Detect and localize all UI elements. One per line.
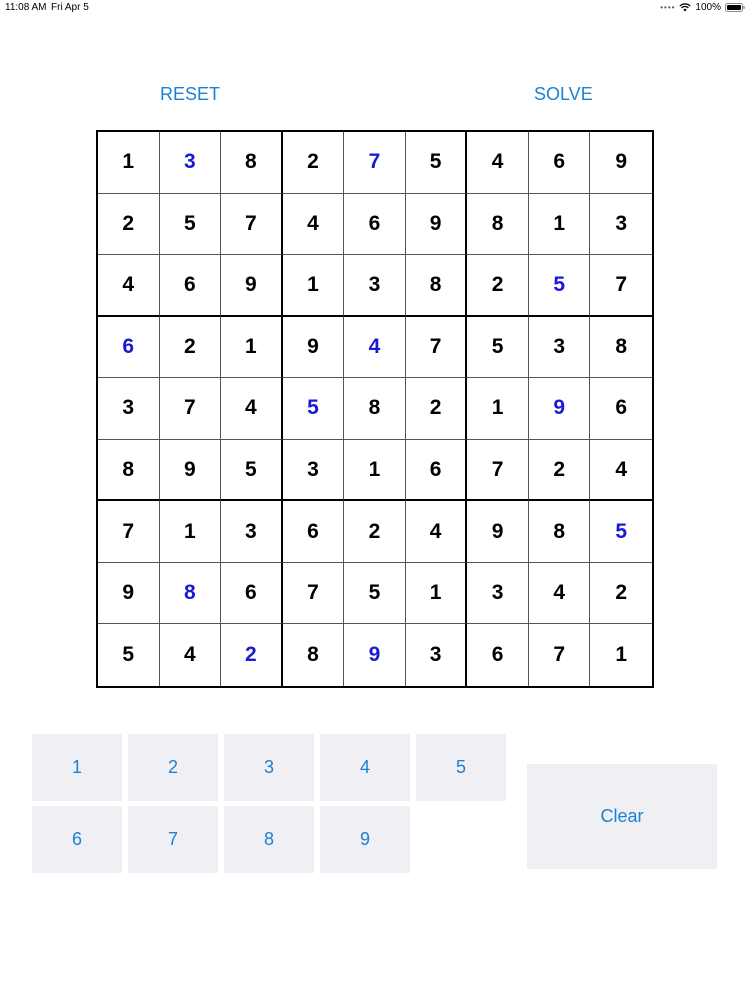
board-cell[interactable]: 7 (529, 624, 591, 686)
board-cell[interactable]: 6 (98, 317, 160, 379)
board-cell[interactable]: 6 (283, 501, 345, 563)
board-cell[interactable]: 3 (98, 378, 160, 440)
status-indicators (660, 2, 745, 13)
board-cell[interactable]: 3 (529, 317, 591, 379)
board-cell[interactable]: 2 (406, 378, 468, 440)
keypad-button-4[interactable]: 4 (320, 734, 410, 801)
board-cell[interactable]: 1 (615, 643, 628, 667)
board-cell[interactable]: 3 (221, 501, 283, 563)
board-cell[interactable]: 3 (590, 194, 652, 256)
solve-button[interactable]: SOLVE (534, 82, 593, 106)
board-cell[interactable]: 8 (529, 501, 591, 563)
board-cell[interactable]: 7 (467, 440, 529, 502)
board-cell[interactable]: 2 (98, 194, 160, 256)
board-cell[interactable]: 9 (590, 132, 652, 194)
status-date: Fri Apr 5 (51, 2, 89, 13)
board-cell[interactable]: 2 (590, 563, 652, 625)
board-cell[interactable]: 7 (406, 317, 468, 379)
board-cell[interactable]: 7 (98, 501, 160, 563)
board-cell[interactable]: 4 (467, 132, 529, 194)
keypad-button-2[interactable]: 2 (128, 734, 218, 801)
board-cell[interactable]: 3 (344, 255, 406, 317)
board-cell[interactable]: 9 (283, 317, 345, 379)
board-cell[interactable]: 2 (221, 624, 283, 686)
board-cell[interactable]: 6 (467, 624, 529, 686)
battery-icon (725, 3, 745, 12)
status-time: 11:08 AM (5, 2, 47, 13)
keypad-button-3[interactable]: 3 (224, 734, 314, 801)
board-cell[interactable]: 1 (406, 563, 468, 625)
board-cell[interactable]: 8 (467, 194, 529, 256)
board-cell[interactable]: 7 (344, 132, 406, 194)
board-cell[interactable]: 2 (529, 440, 591, 502)
board-cell[interactable]: 4 (590, 440, 652, 502)
board-cell[interactable]: 5 (344, 563, 406, 625)
board-cell[interactable]: 2 (160, 317, 222, 379)
board-cell[interactable]: 3 (283, 440, 345, 502)
board-cell[interactable]: 5 (467, 317, 529, 379)
board-cell[interactable]: 7 (283, 563, 345, 625)
keypad-button-1[interactable]: 1 (32, 734, 122, 801)
board-cell[interactable]: 6 (406, 440, 468, 502)
board-cell[interactable]: 1 (467, 378, 529, 440)
board-cell[interactable]: 9 (98, 563, 160, 625)
wifi-icon (679, 3, 691, 12)
board-cell[interactable]: 4 (344, 317, 406, 379)
board-cell[interactable]: 6 (221, 563, 283, 625)
board-cell[interactable]: 5 (98, 624, 160, 686)
board-cell[interactable]: 1 (160, 501, 222, 563)
board-cell[interactable]: 5 (221, 440, 283, 502)
board-cell[interactable]: 9 (529, 378, 591, 440)
board-cell[interactable]: 9 (406, 194, 468, 256)
board-cell[interactable]: 5 (590, 501, 652, 563)
board-cell[interactable]: 5 (283, 378, 345, 440)
board-cell[interactable]: 3 (467, 563, 529, 625)
signal-dots-icon: •••• (660, 3, 676, 12)
board-cell[interactable]: 4 (283, 194, 345, 256)
keypad-button-8[interactable]: 8 (224, 806, 314, 873)
board-cell[interactable]: 9 (160, 440, 222, 502)
board-cell[interactable]: 8 (221, 132, 283, 194)
board-cell[interactable]: 9 (344, 624, 406, 686)
board-cell[interactable]: 7 (160, 378, 222, 440)
board-cell[interactable]: 5 (160, 194, 222, 256)
clear-button[interactable]: Clear (527, 764, 717, 869)
board-cell[interactable]: 2 (344, 501, 406, 563)
keypad-button-9[interactable]: 9 (320, 806, 410, 873)
board-cell[interactable]: 4 (160, 624, 222, 686)
board-cell[interactable]: 3 (406, 624, 468, 686)
board-cell[interactable]: 8 (590, 317, 652, 379)
board-cell[interactable]: 4 (98, 255, 160, 317)
board-cell[interactable]: 1 (344, 440, 406, 502)
board-cell[interactable]: 2 (467, 255, 529, 317)
board-cell[interactable]: 6 (344, 194, 406, 256)
keypad-button-6[interactable]: 6 (32, 806, 122, 873)
board-cell[interactable]: 8 (98, 440, 160, 502)
board-cell[interactable]: 1 (283, 255, 345, 317)
board-cell[interactable]: 7 (221, 194, 283, 256)
board-cell[interactable]: 1 (221, 317, 283, 379)
board-cell[interactable]: 6 (160, 255, 222, 317)
board-cell[interactable]: 4 (529, 563, 591, 625)
board-cell[interactable]: 7 (590, 255, 652, 317)
battery-percent: 100% (695, 2, 721, 13)
reset-button[interactable]: RESET (160, 82, 220, 106)
board-cell[interactable]: 2 (283, 132, 345, 194)
keypad-button-5[interactable]: 5 (416, 734, 506, 801)
board-cell[interactable]: 9 (467, 501, 529, 563)
board-cell[interactable]: 8 (160, 563, 222, 625)
status-bar (0, 0, 750, 18)
board-cell[interactable]: 5 (529, 255, 591, 317)
board-cell[interactable]: 4 (221, 378, 283, 440)
board-cell[interactable]: 6 (529, 132, 591, 194)
board-cell[interactable]: 8 (283, 624, 345, 686)
board-cell[interactable]: 8 (406, 255, 468, 317)
board-cell[interactable]: 9 (221, 255, 283, 317)
keypad-button-7[interactable]: 7 (128, 806, 218, 873)
board-cell[interactable]: 6 (590, 378, 652, 440)
board-cell[interactable]: 4 (406, 501, 468, 563)
board-cell[interactable]: 1 (529, 194, 591, 256)
board-cell[interactable]: 3 (160, 132, 222, 194)
board-cell[interactable]: 1 (98, 132, 160, 194)
board-cell[interactable]: 8 (344, 378, 406, 440)
board-cell[interactable]: 5 (406, 132, 468, 194)
sudoku-board (96, 130, 654, 688)
